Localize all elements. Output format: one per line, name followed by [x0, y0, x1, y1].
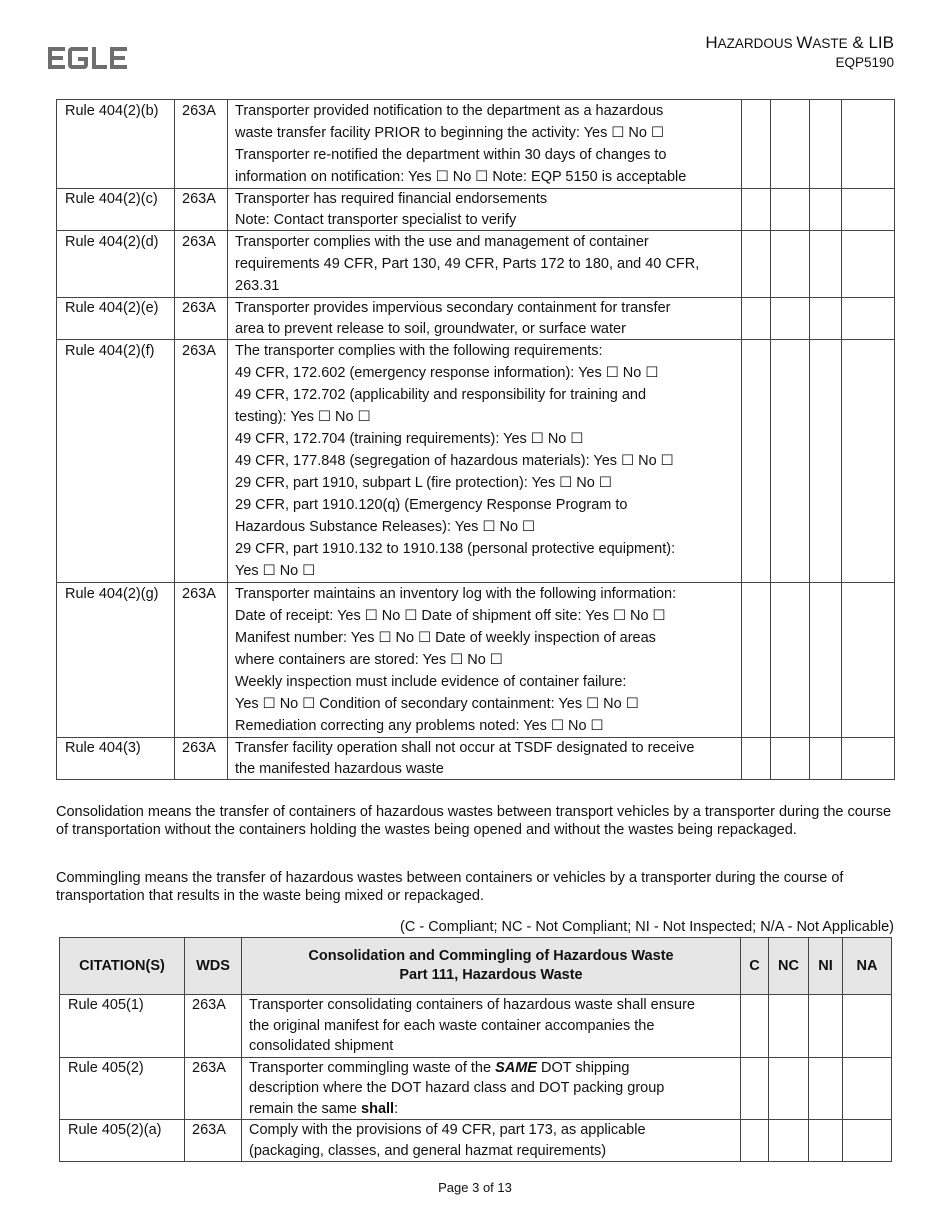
na-checkbox-cell[interactable]	[842, 189, 895, 231]
c-checkbox-cell[interactable]	[741, 995, 769, 1058]
na-checkbox-cell[interactable]	[843, 1120, 892, 1162]
wds-cell: 263A	[175, 738, 228, 780]
citation-cell: Rule 404(2)(c)	[57, 189, 175, 231]
table-row	[57, 340, 895, 583]
citation-cell: Rule 404(2)(e)	[57, 298, 175, 340]
c-checkbox-cell[interactable]	[742, 231, 771, 298]
wds-cell: 263A	[175, 583, 228, 738]
table-row	[60, 995, 892, 1058]
wds-header: WDS	[185, 938, 242, 995]
wds-cell: 263A	[175, 100, 228, 189]
table-row	[57, 100, 895, 189]
ni-checkbox-cell[interactable]	[810, 189, 842, 231]
requirement-cell: Transporter consolidating containers of hazardous waste shall ensure the original manifest for each waste container accompanies the consolidated shipment	[242, 995, 741, 1058]
c-checkbox-cell[interactable]	[742, 100, 771, 189]
nc-checkbox-cell[interactable]	[771, 298, 810, 340]
wds-cell: 263A	[175, 189, 228, 231]
na-checkbox-cell[interactable]	[842, 738, 895, 780]
nc-checkbox-cell[interactable]	[769, 1057, 809, 1120]
section-title-header: Consolidation and Commingling of Hazardous Waste Part 111, Hazardous Waste	[242, 938, 741, 995]
form-number: EQP5190	[835, 55, 894, 70]
citation-header: CITATION(S)	[60, 938, 185, 995]
not-inspected-header: NI	[809, 938, 843, 995]
ni-checkbox-cell[interactable]	[809, 1120, 843, 1162]
compliance-legend: (C - Compliant; NC - Not Compliant; NI - Not Inspected; N/A - Not Applicable)	[400, 919, 894, 935]
nc-checkbox-cell[interactable]	[771, 583, 810, 738]
table-row	[57, 231, 895, 298]
requirement-cell: Transporter provides impervious secondary containment for transfer area to prevent release to soil, groundwater, or surface water	[228, 298, 742, 340]
na-checkbox-cell[interactable]	[843, 1057, 892, 1120]
ni-checkbox-cell[interactable]	[810, 738, 842, 780]
not-applicable-header: NA	[843, 938, 892, 995]
c-checkbox-cell[interactable]	[741, 1057, 769, 1120]
nc-checkbox-cell[interactable]	[771, 231, 810, 298]
requirement-cell: Transporter commingling waste of the SAME DOT shipping description where the DOT hazard class and DOT packing group remain the same shall:	[242, 1057, 741, 1120]
citation-cell: Rule 404(2)(b)	[57, 100, 175, 189]
requirement-cell: Transporter provided notification to the department as a hazardous waste transfer facility PRIOR to beginning the activity: Yes ☐ No ☐ Transporter re-notified the department within 30 days of changes to information on notification: Yes ☐ No ☐ Note: EQP 5150 is acceptable	[228, 100, 742, 189]
na-checkbox-cell[interactable]	[842, 583, 895, 738]
table-row	[57, 298, 895, 340]
consolidation-table	[59, 937, 892, 1162]
table-row	[60, 1120, 892, 1162]
ni-checkbox-cell[interactable]	[810, 298, 842, 340]
table-row	[57, 189, 895, 231]
nc-checkbox-cell[interactable]	[771, 738, 810, 780]
wds-cell: 263A	[185, 995, 242, 1058]
c-checkbox-cell[interactable]	[742, 583, 771, 738]
c-checkbox-cell[interactable]	[741, 1120, 769, 1162]
compliant-header: C	[741, 938, 769, 995]
transfer-facility-table	[56, 99, 895, 780]
c-checkbox-cell[interactable]	[742, 298, 771, 340]
table-row	[57, 583, 895, 738]
na-checkbox-cell[interactable]	[842, 340, 895, 583]
wds-cell: 263A	[185, 1120, 242, 1162]
nc-checkbox-cell[interactable]	[769, 1120, 809, 1162]
not-compliant-header: NC	[769, 938, 809, 995]
table-header-row	[60, 938, 892, 995]
table-row	[57, 738, 895, 780]
citation-cell: Rule 405(2)(a)	[60, 1120, 185, 1162]
c-checkbox-cell[interactable]	[742, 340, 771, 583]
requirement-cell: Comply with the provisions of 49 CFR, part 173, as applicable (packaging, classes, and general hazmat requirements)	[242, 1120, 741, 1162]
citation-cell: Rule 405(1)	[60, 995, 185, 1058]
nc-checkbox-cell[interactable]	[771, 189, 810, 231]
na-checkbox-cell[interactable]	[843, 995, 892, 1058]
wds-cell: 263A	[175, 340, 228, 583]
citation-cell: Rule 404(2)(f)	[57, 340, 175, 583]
na-checkbox-cell[interactable]	[842, 100, 895, 189]
requirement-cell: Transfer facility operation shall not occur at TSDF designated to receive the manifested hazardous waste	[228, 738, 742, 780]
citation-cell: Rule 404(2)(g)	[57, 583, 175, 738]
table-row	[60, 1057, 892, 1120]
ni-checkbox-cell[interactable]	[809, 1057, 843, 1120]
wds-cell: 263A	[185, 1057, 242, 1120]
na-checkbox-cell[interactable]	[842, 298, 895, 340]
requirement-cell: Transporter has required financial endorsements Note: Contact transporter specialist to verify	[228, 189, 742, 231]
citation-cell: Rule 404(3)	[57, 738, 175, 780]
ni-checkbox-cell[interactable]	[810, 340, 842, 583]
consolidation-definition: Consolidation means the transfer of containers of hazardous wastes between transport vehicles by a transporter during the course of transportation without the containers holding the wastes being opened and without the wastes being repackaged.	[56, 804, 892, 838]
citation-cell: Rule 404(2)(d)	[57, 231, 175, 298]
egle-logo	[48, 44, 128, 72]
citation-cell: Rule 405(2)	[60, 1057, 185, 1120]
requirement-cell: Transporter maintains an inventory log with the following information: Date of receipt: Yes ☐ No ☐ Date of shipment off site: Yes ☐ No ☐ Manifest number: Yes ☐ No ☐ Date of weekly inspection of areas where containers are stored: Yes ☐ No ☐ Weekly inspection must include evidence of container failure: Yes ☐ No ☐ Condition of secondary containment: Yes ☐ No ☐ Remediation correcting any problems noted: Yes ☐ No ☐	[228, 583, 742, 738]
requirement-cell: The transporter complies with the following requirements: 49 CFR, 172.602 (emergency response information): Yes ☐ No ☐ 49 CFR, 172.702 (applicability and responsibility for training and testing): Yes ☐ No ☐ 49 CFR, 172.704 (training requirements): Yes ☐ No ☐ 49 CFR, 177.848 (segregation of hazardous materials): Yes ☐ No ☐ 29 CFR, part 1910, subpart L (fire protection): Yes ☐ No ☐ 29 CFR, part 1910.120(q) (Emergency Response Program to Hazardous Substance Releases): Yes ☐ No ☐ 29 CFR, part 1910.132 to 1910.138 (personal protective equipment): Yes ☐ No ☐	[228, 340, 742, 583]
page-number: Page 3 of 13	[438, 1180, 512, 1195]
ni-checkbox-cell[interactable]	[810, 231, 842, 298]
commingling-definition: Commingling means the transfer of hazardous wastes between containers or vehicles by a transporter during the course of transportation that results in the waste being mixed or repackaged.	[56, 870, 844, 904]
wds-cell: 263A	[175, 298, 228, 340]
wds-cell: 263A	[175, 231, 228, 298]
document-header	[705, 33, 894, 71]
ni-checkbox-cell[interactable]	[810, 583, 842, 738]
nc-checkbox-cell[interactable]	[771, 100, 810, 189]
nc-checkbox-cell[interactable]	[771, 340, 810, 583]
ni-checkbox-cell[interactable]	[810, 100, 842, 189]
c-checkbox-cell[interactable]	[742, 738, 771, 780]
nc-checkbox-cell[interactable]	[769, 995, 809, 1058]
ni-checkbox-cell[interactable]	[809, 995, 843, 1058]
requirement-cell: Transporter complies with the use and management of container requirements 49 CFR, Part 130, 49 CFR, Parts 172 to 180, and 40 CFR, 263.31	[228, 231, 742, 298]
document-title: HAZARDOUS WASTE & LIB	[705, 33, 894, 52]
c-checkbox-cell[interactable]	[742, 189, 771, 231]
na-checkbox-cell[interactable]	[842, 231, 895, 298]
